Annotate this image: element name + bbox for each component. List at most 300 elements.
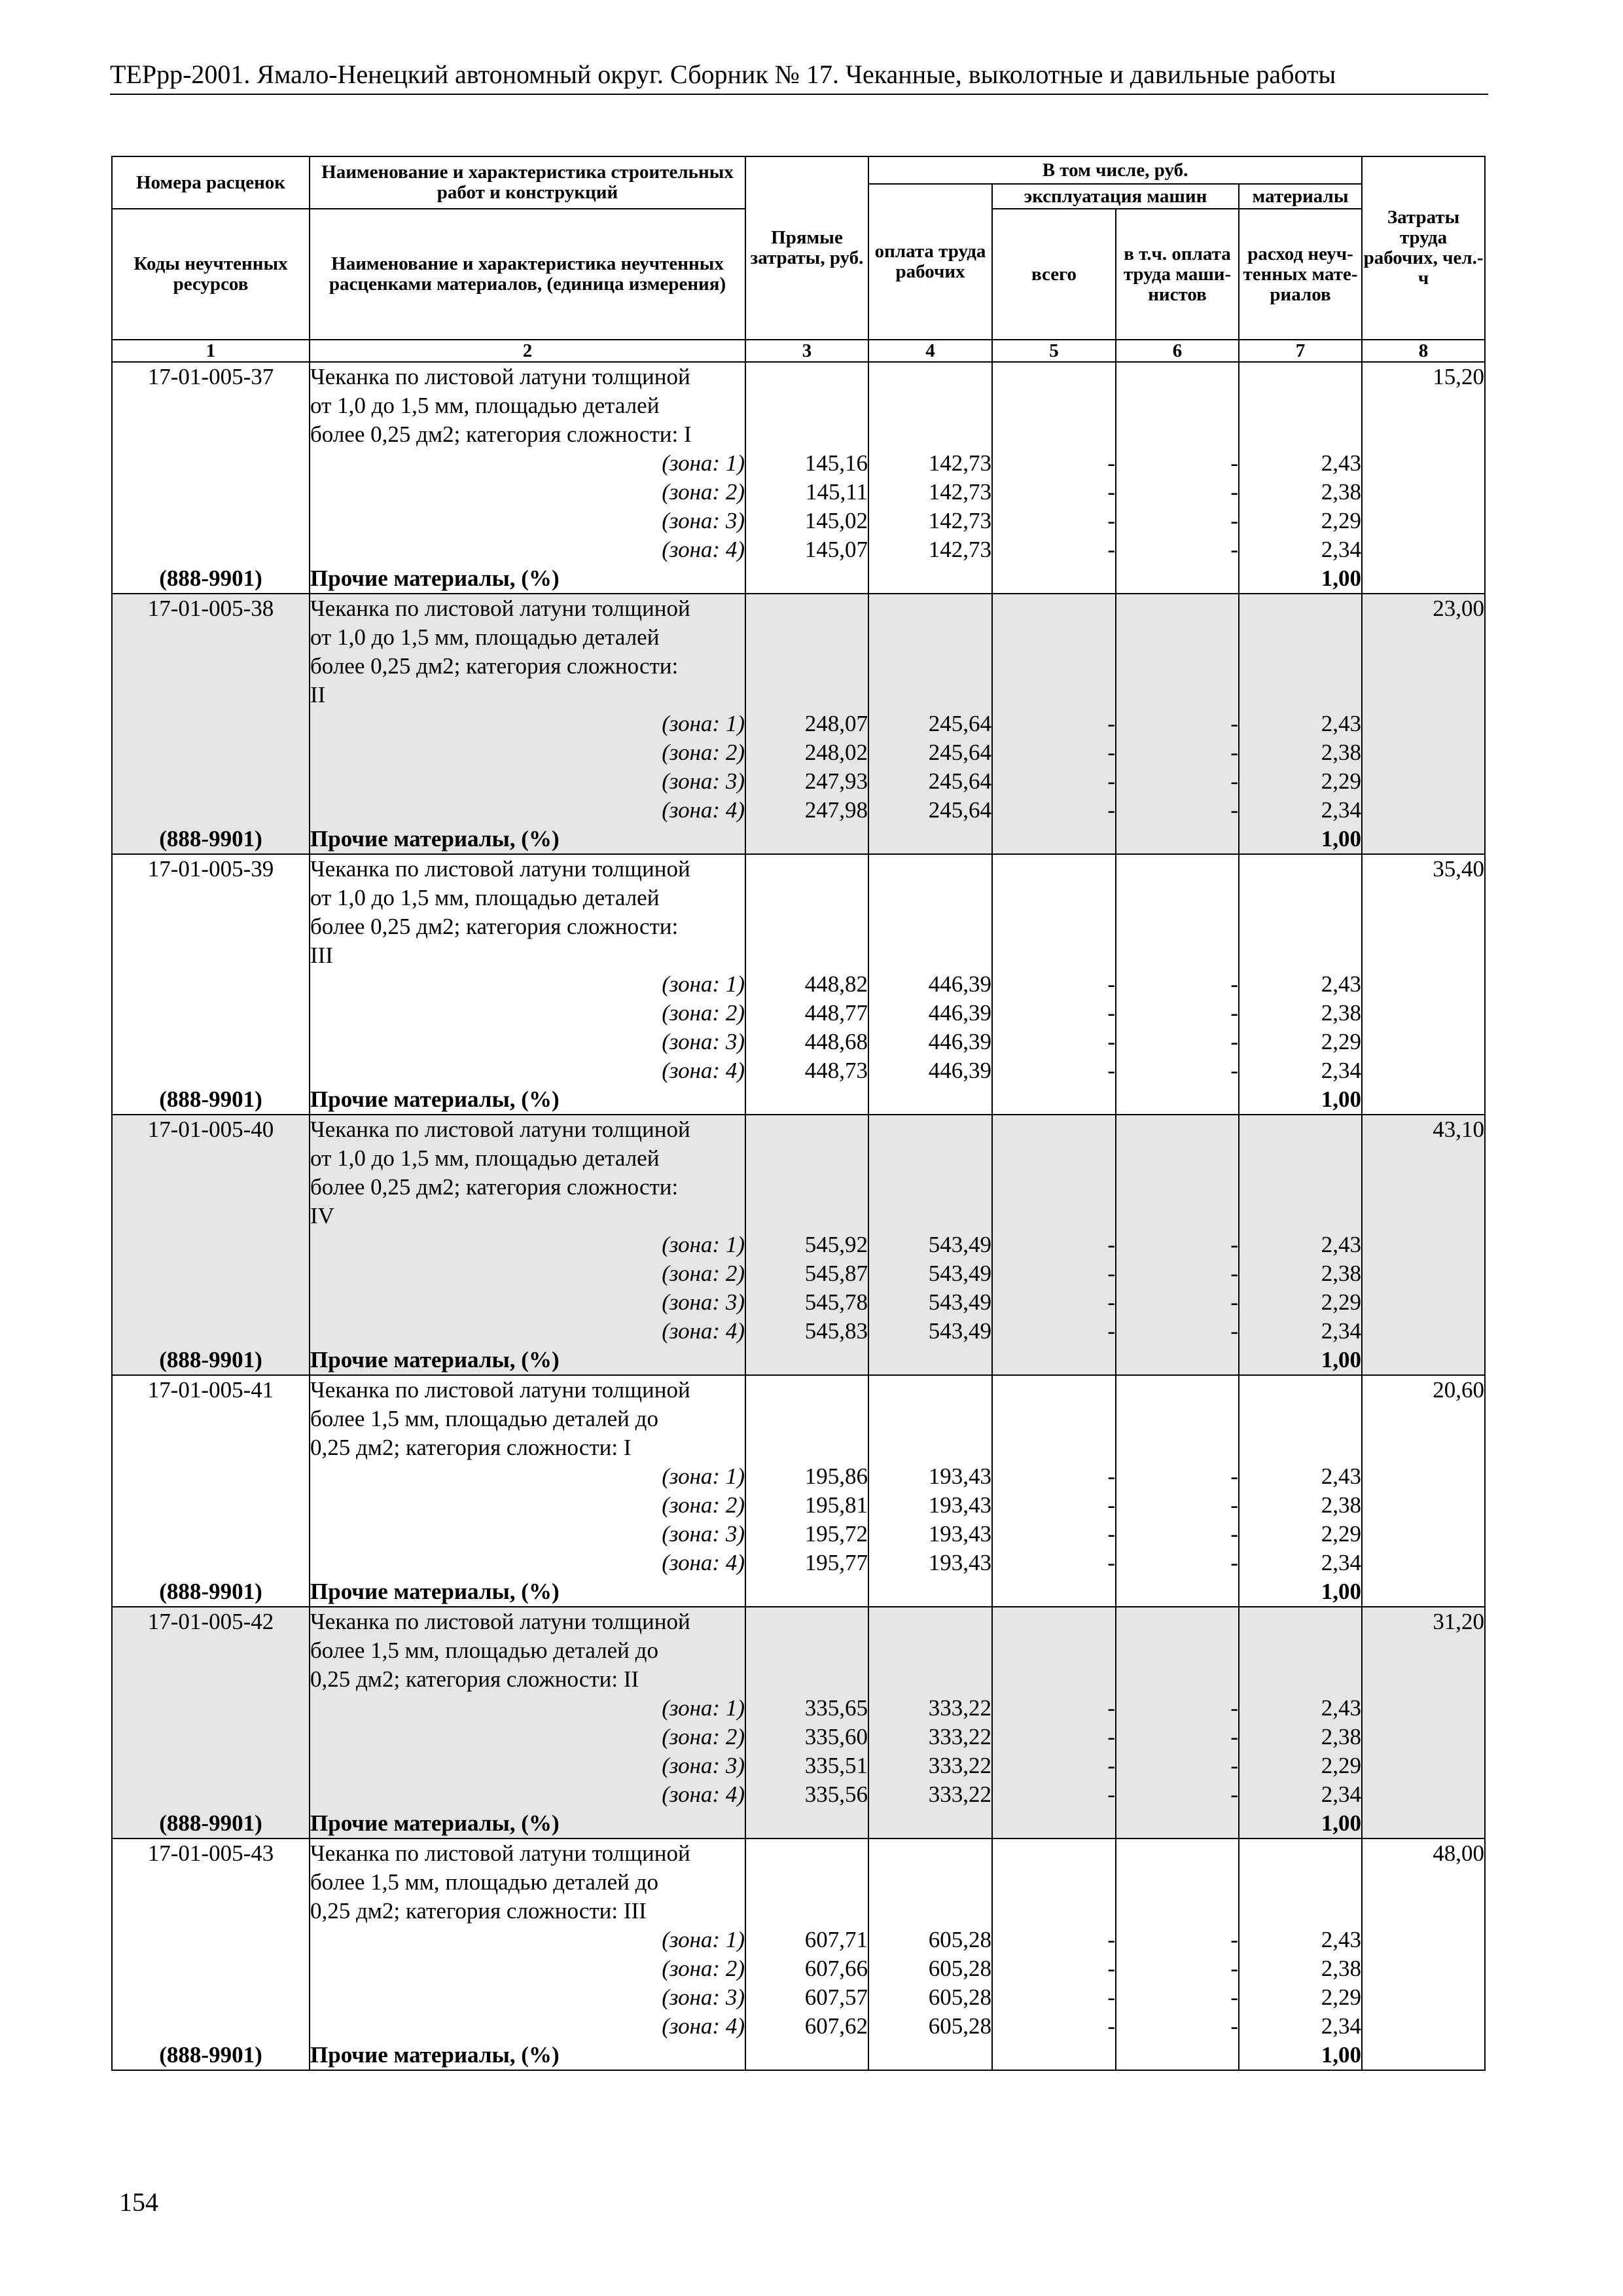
empty-cell — [745, 912, 868, 941]
machines-total-value: - — [992, 1780, 1116, 1809]
machinists-pay-value: - — [1116, 1028, 1239, 1056]
empty-cell — [992, 1868, 1116, 1897]
empty-cell — [745, 1405, 868, 1433]
empty-cell — [745, 884, 868, 912]
empty-cell — [992, 825, 1116, 854]
empty-cell — [1362, 1926, 1485, 1954]
machines-total-value: - — [992, 1230, 1116, 1259]
empty-cell — [992, 1636, 1116, 1665]
empty-cell — [1116, 884, 1239, 912]
zone-row — [112, 1723, 1485, 1751]
empty-cell — [992, 2041, 1116, 2070]
empty-cell — [112, 1462, 310, 1491]
resource-row — [112, 1346, 1485, 1375]
machinists-pay-value: - — [1116, 1288, 1239, 1317]
rate-description-line: от 1,0 до 1,5 мм, площадью деталей — [310, 1144, 745, 1173]
empty-cell — [112, 970, 310, 999]
empty-cell — [1116, 1173, 1239, 1202]
header-machine-operation: эксплуатация машин — [992, 184, 1239, 209]
empty-cell — [868, 1346, 992, 1375]
column-number: 6 — [1116, 340, 1239, 362]
header-total: всего — [992, 209, 1116, 340]
header-materials: материалы — [1239, 184, 1362, 209]
resource-value: 1,00 — [1239, 2041, 1362, 2070]
direct-costs-value: 335,56 — [745, 1780, 868, 1809]
empty-cell — [1362, 941, 1485, 970]
empty-cell — [1116, 362, 1239, 391]
direct-costs-value: 545,78 — [745, 1288, 868, 1317]
table-row — [112, 420, 1485, 449]
zone-row — [112, 796, 1485, 825]
resource-row — [112, 825, 1485, 854]
rate-block — [112, 1375, 1485, 1607]
machinists-pay-value: - — [1116, 535, 1239, 564]
materials-value: 2,43 — [1239, 970, 1362, 999]
machinists-pay-value: - — [1116, 1723, 1239, 1751]
direct-costs-value: 607,66 — [745, 1954, 868, 1983]
workers-pay-value: 193,43 — [868, 1491, 992, 1520]
empty-cell — [112, 1028, 310, 1056]
column-number: 1 — [112, 340, 310, 362]
zone-row — [112, 1056, 1485, 1085]
empty-cell — [1362, 1723, 1485, 1751]
resource-value: 1,00 — [1239, 825, 1362, 854]
workers-pay-value: 446,39 — [868, 1056, 992, 1085]
empty-cell — [745, 1115, 868, 1144]
empty-cell — [1239, 1607, 1362, 1636]
direct-costs-value: 145,02 — [745, 507, 868, 535]
zone-label: (зона: 2) — [310, 738, 745, 767]
empty-cell — [1362, 391, 1485, 420]
resource-row — [112, 1085, 1485, 1115]
machines-total-value: - — [992, 709, 1116, 738]
empty-cell — [992, 652, 1116, 681]
machinists-pay-value: - — [1116, 1780, 1239, 1809]
zone-row — [112, 1780, 1485, 1809]
empty-cell — [1239, 854, 1362, 884]
header-unaccounted-consumption: расход неуч-тенных мате-риалов — [1239, 209, 1362, 340]
empty-cell — [112, 449, 310, 478]
empty-cell — [1362, 1694, 1485, 1723]
header-rule — [110, 94, 1488, 95]
rate-description-line: от 1,0 до 1,5 мм, площадью деталей — [310, 391, 745, 420]
empty-cell — [1239, 1173, 1362, 1202]
machines-total-value: - — [992, 1317, 1116, 1346]
empty-cell — [1362, 507, 1485, 535]
resource-code: (888-9901) — [112, 2041, 310, 2070]
empty-cell — [1116, 594, 1239, 623]
empty-cell — [745, 1839, 868, 1868]
resource-name: Прочие материалы, (%) — [310, 2041, 745, 2070]
empty-cell — [1239, 1665, 1362, 1694]
empty-cell — [112, 1897, 310, 1926]
materials-value: 2,38 — [1239, 1954, 1362, 1983]
empty-cell — [992, 1375, 1116, 1405]
empty-cell — [1239, 884, 1362, 912]
workers-pay-value: 142,73 — [868, 507, 992, 535]
empty-cell — [1116, 1839, 1239, 1868]
column-number: 4 — [868, 340, 992, 362]
materials-value: 2,29 — [1239, 1983, 1362, 2012]
empty-cell — [992, 1839, 1116, 1868]
table-row — [112, 1636, 1485, 1665]
zone-label: (зона: 2) — [310, 478, 745, 507]
empty-cell — [1362, 709, 1485, 738]
empty-cell — [992, 594, 1116, 623]
header-labor-costs: Затраты труда рабочих, чел.-ч — [1362, 156, 1485, 340]
empty-cell — [992, 391, 1116, 420]
empty-cell — [112, 1694, 310, 1723]
table-row — [112, 912, 1485, 941]
table-row — [112, 681, 1485, 709]
empty-cell — [1116, 1809, 1239, 1839]
zone-label: (зона: 2) — [310, 1723, 745, 1751]
zone-label: (зона: 3) — [310, 1028, 745, 1056]
rate-description-line: более 1,5 мм, площадью деталей до — [310, 1405, 745, 1433]
machinists-pay-value: - — [1116, 1954, 1239, 1983]
labor-costs-value: 23,00 — [1362, 594, 1485, 623]
empty-cell — [1239, 1897, 1362, 1926]
machines-total-value: - — [992, 1462, 1116, 1491]
empty-cell — [1116, 1405, 1239, 1433]
materials-value: 2,43 — [1239, 1694, 1362, 1723]
machinists-pay-value: - — [1116, 1983, 1239, 2012]
direct-costs-value: 545,83 — [745, 1317, 868, 1346]
empty-cell — [745, 1607, 868, 1636]
empty-cell — [1239, 941, 1362, 970]
empty-cell — [112, 1549, 310, 1577]
empty-cell — [992, 420, 1116, 449]
zone-row — [112, 1520, 1485, 1549]
resource-name: Прочие материалы, (%) — [310, 825, 745, 854]
zone-row — [112, 1317, 1485, 1346]
direct-costs-value: 607,57 — [745, 1983, 868, 2012]
machinists-pay-value: - — [1116, 1317, 1239, 1346]
empty-cell — [1239, 362, 1362, 391]
empty-cell — [1362, 1549, 1485, 1577]
empty-cell — [1362, 825, 1485, 854]
column-number: 8 — [1362, 340, 1485, 362]
zone-row — [112, 1549, 1485, 1577]
empty-cell — [992, 1115, 1116, 1144]
rate-description-line: Чеканка по листовой латуни толщиной — [310, 594, 745, 623]
rate-block — [112, 362, 1485, 594]
zone-row — [112, 535, 1485, 564]
table-row — [112, 1897, 1485, 1926]
empty-cell — [868, 854, 992, 884]
empty-cell — [745, 2041, 868, 2070]
empty-cell — [112, 709, 310, 738]
rate-block — [112, 1607, 1485, 1839]
empty-cell — [1362, 738, 1485, 767]
empty-cell — [1362, 1288, 1485, 1317]
zone-row — [112, 1751, 1485, 1780]
rate-code: 17-01-005-40 — [112, 1115, 310, 1144]
empty-cell — [1362, 1897, 1485, 1926]
empty-cell — [745, 1202, 868, 1230]
rate-block — [112, 1115, 1485, 1375]
empty-cell — [112, 1405, 310, 1433]
resource-code: (888-9901) — [112, 1085, 310, 1115]
empty-cell — [1116, 681, 1239, 709]
empty-cell — [1116, 1897, 1239, 1926]
empty-cell — [1116, 912, 1239, 941]
zone-label: (зона: 2) — [310, 1954, 745, 1983]
empty-cell — [112, 1491, 310, 1520]
empty-cell — [1116, 1665, 1239, 1694]
table-row — [112, 1144, 1485, 1173]
empty-cell — [112, 1202, 310, 1230]
empty-cell — [112, 1144, 310, 1173]
machinists-pay-value: - — [1116, 1491, 1239, 1520]
column-number: 3 — [745, 340, 868, 362]
materials-value: 2,43 — [1239, 709, 1362, 738]
materials-value: 2,29 — [1239, 1751, 1362, 1780]
header-machinist-pay: в т.ч. оплата труда маши-нистов — [1116, 209, 1239, 340]
empty-cell — [745, 1868, 868, 1897]
rate-description-line: II — [310, 681, 745, 709]
empty-cell — [868, 623, 992, 652]
rate-description-line: Чеканка по листовой латуни толщиной — [310, 1115, 745, 1144]
empty-cell — [112, 1636, 310, 1665]
machinists-pay-value: - — [1116, 478, 1239, 507]
empty-cell — [1362, 1780, 1485, 1809]
direct-costs-value: 247,93 — [745, 767, 868, 796]
empty-cell — [868, 884, 992, 912]
empty-cell — [992, 564, 1116, 594]
machinists-pay-value: - — [1116, 1549, 1239, 1577]
materials-value: 2,34 — [1239, 1549, 1362, 1577]
empty-cell — [868, 594, 992, 623]
workers-pay-value: 543,49 — [868, 1288, 992, 1317]
zone-label: (зона: 3) — [310, 1983, 745, 2012]
empty-cell — [992, 912, 1116, 941]
empty-cell — [1239, 1839, 1362, 1868]
machines-total-value: - — [992, 1491, 1116, 1520]
rate-description-line: Чеканка по листовой латуни толщиной — [310, 1839, 745, 1868]
empty-cell — [745, 1144, 868, 1173]
empty-cell — [112, 1665, 310, 1694]
empty-cell — [112, 1056, 310, 1085]
empty-cell — [992, 1202, 1116, 1230]
resource-name: Прочие материалы, (%) — [310, 1577, 745, 1607]
empty-cell — [745, 854, 868, 884]
workers-pay-value: 446,39 — [868, 999, 992, 1028]
empty-cell — [112, 1317, 310, 1346]
zone-label: (зона: 3) — [310, 1520, 745, 1549]
table-row — [112, 652, 1485, 681]
empty-cell — [868, 1607, 992, 1636]
empty-cell — [1362, 1405, 1485, 1433]
empty-cell — [1362, 999, 1485, 1028]
empty-cell — [1362, 1665, 1485, 1694]
empty-cell — [1239, 1405, 1362, 1433]
rate-description-line: более 0,25 дм2; категория сложности: — [310, 652, 745, 681]
empty-cell — [745, 825, 868, 854]
empty-cell — [868, 1375, 992, 1405]
zone-label: (зона: 4) — [310, 535, 745, 564]
empty-cell — [992, 1144, 1116, 1173]
empty-cell — [1362, 449, 1485, 478]
empty-cell — [992, 1433, 1116, 1462]
table-row — [112, 1868, 1485, 1897]
machines-total-value: - — [992, 1926, 1116, 1954]
table-row — [112, 884, 1485, 912]
materials-value: 2,29 — [1239, 1028, 1362, 1056]
empty-cell — [1362, 623, 1485, 652]
empty-cell — [1116, 623, 1239, 652]
materials-value: 2,43 — [1239, 1462, 1362, 1491]
table-row — [112, 1375, 1485, 1405]
machinists-pay-value: - — [1116, 1259, 1239, 1288]
zone-row — [112, 1983, 1485, 2012]
materials-value: 2,38 — [1239, 738, 1362, 767]
rate-description-line: от 1,0 до 1,5 мм, площадью деталей — [310, 623, 745, 652]
header-rate-numbers: Номера расценок — [112, 156, 310, 209]
machinists-pay-value: - — [1116, 1056, 1239, 1085]
column-number: 7 — [1239, 340, 1362, 362]
empty-cell — [992, 884, 1116, 912]
workers-pay-value: 605,28 — [868, 1954, 992, 1983]
workers-pay-value: 142,73 — [868, 449, 992, 478]
empty-cell — [1116, 1433, 1239, 1462]
zone-label: (зона: 4) — [310, 1549, 745, 1577]
empty-cell — [992, 623, 1116, 652]
empty-cell — [1362, 1577, 1485, 1607]
zone-label: (зона: 1) — [310, 1926, 745, 1954]
empty-cell — [868, 420, 992, 449]
workers-pay-value: 193,43 — [868, 1549, 992, 1577]
resource-name: Прочие материалы, (%) — [310, 1809, 745, 1839]
empty-cell — [1239, 912, 1362, 941]
zone-label: (зона: 2) — [310, 999, 745, 1028]
zone-label: (зона: 4) — [310, 796, 745, 825]
workers-pay-value: 333,22 — [868, 1723, 992, 1751]
empty-cell — [1362, 1520, 1485, 1549]
empty-cell — [745, 1085, 868, 1115]
zone-label: (зона: 1) — [310, 970, 745, 999]
table-row — [112, 1173, 1485, 1202]
direct-costs-value: 248,07 — [745, 709, 868, 738]
empty-cell — [868, 1202, 992, 1230]
empty-cell — [1239, 623, 1362, 652]
empty-cell — [1116, 420, 1239, 449]
table-row — [112, 1665, 1485, 1694]
zone-row — [112, 1230, 1485, 1259]
labor-costs-value: 35,40 — [1362, 854, 1485, 884]
header-direct-costs: Прямые затраты, руб. — [745, 156, 868, 340]
table-row — [112, 941, 1485, 970]
direct-costs-value: 448,77 — [745, 999, 868, 1028]
rate-description-line: более 0,25 дм2; категория сложности: — [310, 912, 745, 941]
empty-cell — [1239, 1636, 1362, 1665]
empty-cell — [1362, 767, 1485, 796]
empty-cell — [745, 681, 868, 709]
machinists-pay-value: - — [1116, 970, 1239, 999]
labor-costs-value: 31,20 — [1362, 1607, 1485, 1636]
rate-description-line: III — [310, 941, 745, 970]
zone-label: (зона: 4) — [310, 2012, 745, 2041]
workers-pay-value: 245,64 — [868, 738, 992, 767]
empty-cell — [1362, 478, 1485, 507]
empty-cell — [1116, 1085, 1239, 1115]
empty-cell — [992, 941, 1116, 970]
empty-cell — [1239, 1202, 1362, 1230]
empty-cell — [112, 623, 310, 652]
empty-cell — [112, 999, 310, 1028]
empty-cell — [868, 912, 992, 941]
empty-cell — [868, 1433, 992, 1462]
empty-cell — [1239, 681, 1362, 709]
zone-label: (зона: 3) — [310, 507, 745, 535]
empty-cell — [868, 2041, 992, 2070]
zone-label: (зона: 3) — [310, 1751, 745, 1780]
rate-code: 17-01-005-41 — [112, 1375, 310, 1405]
zone-label: (зона: 1) — [310, 449, 745, 478]
header-work-name: Наименование и характеристика строительных работ и конструкций — [310, 156, 745, 209]
table-row — [112, 623, 1485, 652]
table-row — [112, 391, 1485, 420]
direct-costs-value: 448,68 — [745, 1028, 868, 1056]
rate-description-line: от 1,0 до 1,5 мм, площадью деталей — [310, 884, 745, 912]
zone-label: (зона: 3) — [310, 767, 745, 796]
page-header: ТЕРрр-2001. Ямало-Ненецкий автономный округ. Сборник № 17. Чеканные, выколотные и давильные работы — [110, 60, 1336, 89]
direct-costs-value: 195,72 — [745, 1520, 868, 1549]
empty-cell — [112, 1780, 310, 1809]
workers-pay-value: 245,64 — [868, 796, 992, 825]
workers-pay-value: 605,28 — [868, 1983, 992, 2012]
empty-cell — [868, 1115, 992, 1144]
machines-total-value: - — [992, 1549, 1116, 1577]
direct-costs-value: 545,92 — [745, 1230, 868, 1259]
empty-cell — [1362, 1028, 1485, 1056]
empty-cell — [1116, 652, 1239, 681]
empty-cell — [1239, 391, 1362, 420]
resource-code: (888-9901) — [112, 1346, 310, 1375]
empty-cell — [745, 1173, 868, 1202]
resource-row — [112, 2041, 1485, 2070]
labor-costs-value: 20,60 — [1362, 1375, 1485, 1405]
empty-cell — [112, 1954, 310, 1983]
empty-cell — [1116, 1346, 1239, 1375]
machinists-pay-value: - — [1116, 1694, 1239, 1723]
empty-cell — [992, 1897, 1116, 1926]
empty-cell — [745, 652, 868, 681]
empty-cell — [1239, 1433, 1362, 1462]
empty-cell — [745, 1433, 868, 1462]
materials-value: 2,34 — [1239, 1780, 1362, 1809]
materials-value: 2,38 — [1239, 1259, 1362, 1288]
empty-cell — [1362, 1230, 1485, 1259]
machinists-pay-value: - — [1116, 796, 1239, 825]
empty-cell — [112, 738, 310, 767]
rate-code: 17-01-005-42 — [112, 1607, 310, 1636]
materials-value: 2,43 — [1239, 1926, 1362, 1954]
empty-cell — [745, 623, 868, 652]
zone-row — [112, 767, 1485, 796]
column-number: 2 — [310, 340, 745, 362]
resource-name: Прочие материалы, (%) — [310, 1085, 745, 1115]
direct-costs-value: 335,65 — [745, 1694, 868, 1723]
empty-cell — [1362, 884, 1485, 912]
empty-cell — [1362, 535, 1485, 564]
empty-cell — [992, 362, 1116, 391]
empty-cell — [1116, 564, 1239, 594]
materials-value: 2,38 — [1239, 1723, 1362, 1751]
table-row — [112, 1607, 1485, 1636]
empty-cell — [112, 1723, 310, 1751]
resource-code: (888-9901) — [112, 1809, 310, 1839]
